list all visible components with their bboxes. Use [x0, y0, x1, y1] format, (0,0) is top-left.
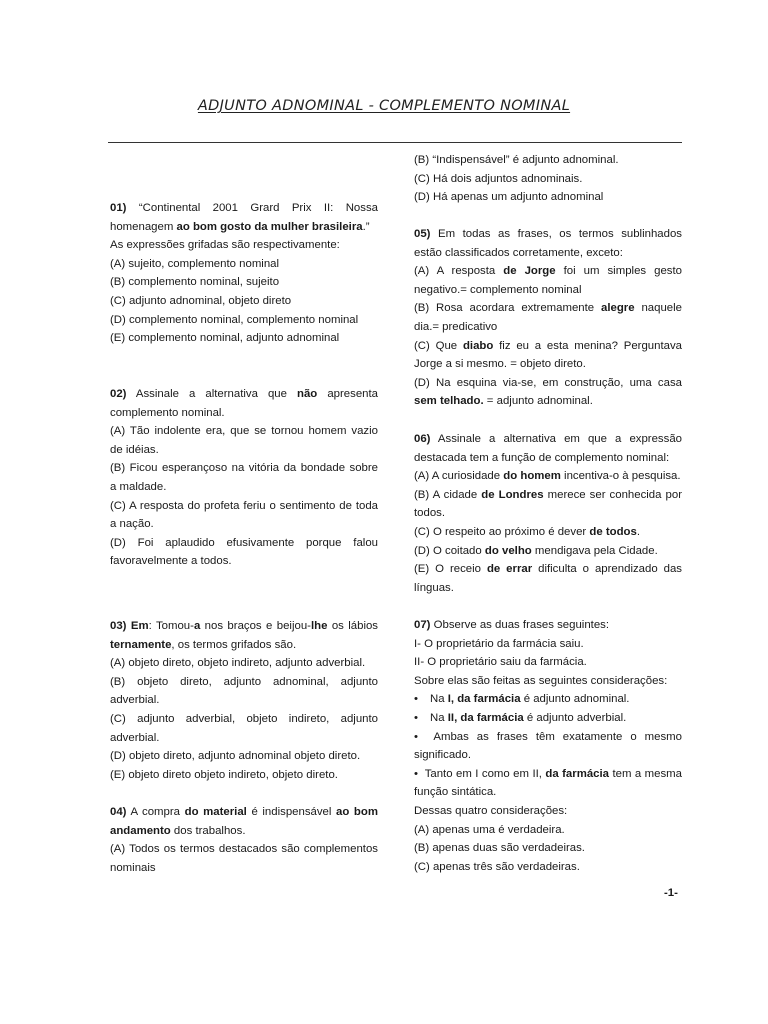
question-05-option-a: (A) A resposta de Jorge foi um simples gesto negativo.= complemento nominal [414, 265, 682, 296]
question-01-instruction: As expressões grifadas são respectivamente: [110, 239, 340, 252]
question-05-option-c: (C) Que diabo fiz eu a esta menina? Perguntava Jorge a si mesmo. = objeto direto. [414, 339, 683, 371]
question-02-option-a: (A) Tão indolente era, que se tornou homem vazio de idéias. [110, 425, 378, 456]
question-07-sentence-2: II- O proprietário saiu da farmácia. [414, 656, 587, 669]
question-04-continued [414, 151, 682, 207]
question-04-option-c: (C) Há dois adjuntos adnominais. [414, 172, 583, 185]
question-04-option-b: (B) “Indispensável” é adjunto adnominal. [414, 154, 619, 166]
bullet-icon: • [414, 767, 418, 780]
question-06 [414, 430, 682, 597]
question-01 [110, 199, 378, 348]
question-03 [110, 617, 378, 784]
question-02-option-c: (C) A resposta do profeta feriu o sentimento de toda a nação. [110, 499, 378, 531]
question-03-option-c: (C) adjunto adverbial, objeto indireto, adjunto adverbial. [110, 712, 378, 744]
question-07-consideration-1: • Na I, da farmácia é adjunto adnominal. [414, 690, 682, 709]
question-07-option-a: (A) apenas uma é verdadeira. [414, 823, 565, 836]
question-03-option-d: (D) objeto direto, adjunto adnominal objeto direto. [110, 750, 361, 763]
question-01-stem: 01) “Continental 2001 Grard Prix II: Nossa homenagem ao bom gosto da mulher brasileira.” [110, 202, 378, 233]
title-divider [108, 142, 682, 143]
bullet-icon: • [414, 693, 418, 706]
question-02-option-d: (D) Foi aplaudido efusivamente porque falou favoravelmente a todos. [110, 536, 378, 568]
question-07-consideration-2: • Na II, da farmácia é adjunto adverbial. [414, 709, 682, 728]
question-05-option-d: (D) Na esquina via-se, em construção, uma casa sem telhado. = adjunto adnominal. [414, 376, 682, 408]
question-01-option-d: (D) complemento nominal, complemento nominal [110, 313, 359, 326]
question-07-option-c: (C) apenas três são verdadeiras. [414, 860, 580, 873]
question-06-stem: 06) Assinale a alternativa em que a expressão destacada tem a função de complemento nominal: [414, 433, 682, 464]
question-03-option-b: (B) objeto direto, adjunto adnominal, adjunto adverbial. [110, 675, 378, 707]
question-06-option-e: (E) O receio de errar dificulta o aprendizado das línguas. [414, 563, 682, 594]
bullet-icon: • [414, 711, 418, 724]
question-05-stem: 05) Em todas as frases, os termos sublinhados estão classificados corretamente, exceto: [414, 228, 682, 259]
question-07-sentence-1: I- O proprietário da farmácia saiu. [414, 637, 584, 650]
question-07-stem: 07) Observe as duas frases seguintes: [414, 619, 610, 631]
page-number: -1- [664, 887, 678, 899]
question-03-option-a: (A) objeto direto, objeto indireto, adjunto adverbial. [110, 657, 366, 670]
question-07-option-b: (B) apenas duas são verdadeiras. [414, 842, 585, 855]
question-06-option-c: (C) O respeito ao próximo é dever de todos. [414, 525, 640, 538]
question-06-option-d: (D) O coitado do velho mendigava pela Cidade. [414, 544, 658, 557]
question-03-stem: 03) Em: Tomou-a nos braços e beijou-lhe os lábios ternamente, os termos grifados são. [110, 620, 379, 651]
question-07-consideration-3: • Ambas as frases têm exatamente o mesmo significado. [414, 730, 682, 762]
question-04-option-a: (A) Todos os termos destacados são complementos nominais [110, 843, 378, 874]
question-05 [414, 225, 682, 411]
question-03-option-e: (E) objeto direto objeto indireto, objeto direto. [110, 768, 338, 781]
question-02 [110, 385, 378, 571]
question-01-option-a: (A) sujeito, complemento nominal [110, 257, 280, 270]
question-04 [110, 803, 378, 877]
question-01-option-b: (B) complemento nominal, sujeito [110, 276, 280, 289]
question-04-stem: 04) A compra do material é indispensável ao bom andamento dos trabalhos. [110, 806, 378, 837]
question-07-intro: Sobre elas são feitas as seguintes considerações: [414, 674, 668, 687]
question-05-option-b: (B) Rosa acordara extremamente alegre naquele dia.= predicativo [414, 302, 682, 333]
question-06-option-b: (B) A cidade de Londres merece ser conhecida por todos. [414, 488, 682, 520]
question-06-option-a: (A) A curiosidade do homem incentiva-o à pesquisa. [414, 470, 681, 483]
question-02-stem: 02) Assinale a alternativa que não apresenta complemento nominal. [110, 388, 378, 419]
question-02-option-b: (B) Ficou esperançoso na vitória da bondade sobre a maldade. [110, 462, 378, 493]
question-07-consideration-4: • Tanto em I como em II, da farmácia tem a mesma função sintática. [414, 767, 682, 799]
question-07-prompt: Dessas quatro considerações: [414, 804, 568, 817]
page-title: ADJUNTO ADNOMINAL - COMPLEMENTO NOMINAL [197, 98, 571, 114]
question-04-option-d: (D) Há apenas um adjunto adnominal [414, 191, 604, 204]
question-01-option-e: (E) complemento nominal, adjunto adnominal [110, 332, 340, 345]
question-07 [414, 616, 682, 876]
bullet-icon: • [414, 730, 418, 743]
question-01-option-c: (C) adjunto adnominal, objeto direto [110, 294, 292, 307]
